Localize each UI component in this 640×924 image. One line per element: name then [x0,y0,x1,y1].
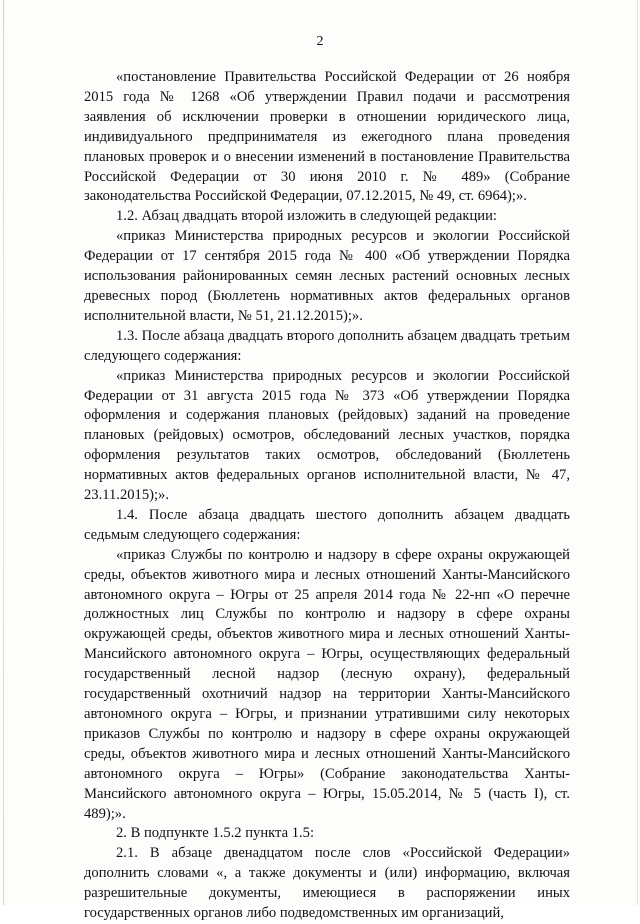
scan-edge-left [3,0,4,905]
scan-edge-right [637,0,638,905]
document-body [84,68,570,924]
page-number: 2 [316,34,324,49]
paragraph: «постановление Правительства Российской Федерации от 26 ноября 2015 года № 1268 «Об утверждении Правил подачи и рассмотрения заявления об исключении проверки в отношении юридического лица, индивидуального предпринимателя из ежегодного плана проведения плановых проверок и о внесении изменений в постановление Правительства Российской Федерации от 30 июня 2010 г. № 489» (Собрание законодательства Российской Федерации, 07.12.2015, № 49, ст. 6964);». [84,69,570,205]
paragraph: «приказ Министерства природных ресурсов и экологии Российской Федерации от 31 августа 2015 года № 373 «Об утверждении Порядка оформления и содержания плановых (рейдовых) заданий на проведение плановых (рейдовых) осмотров, обследований лесных участков, порядка оформления результатов таких осмотров, обследований (Бюллетень нормативных актов федеральных органов исполнительной власти, № 47, 23.11.2015);». [84,367,570,504]
paragraph: 2. В подпункте 1.5.2 пункта 1.5: [116,825,315,842]
paragraph: 1.3. После абзаца двадцать второго дополнить абзацем двадцать третьим следующего содержания: [84,327,570,364]
paragraph: «приказ Службы по контролю и надзору в сфере охраны окружающей среды, объектов животного мира и лесных отношений Ханты-Мансийского автономного округа – Югры от 25 апреля 2014 года № 22-нп «О перечне должностных лиц Службы по контролю и надзору в сфере охраны окружающей среды, объектов животного мира и лесных отношений Ханты-Мансийского автономного округа – Югры, осуществляющих федеральный государственный лесной надзор (лесную охрану), федеральный государственный охотничий надзор на территории Ханты-Мансийского автономного округа – Югры, и признании утратившими силу некоторых приказов Службы по контролю и надзору в сфере охраны окружающей среды, объектов животного мира и лесных отношений Ханты-Мансийского автономного округа – Югры» (Собрание законодательства Ханты-Мансийского автономного округа – Югры, 15.05.2014, № 5 (часть I), ст. 489);». [84,546,570,822]
paragraph: «приказ Министерства природных ресурсов и экологии Российской Федерации от 17 сентября 2015 года № 400 «Об утверждении Порядка использования районированных семян лесных растений основных лесных древесных пород (Бюллетень нормативных актов федеральных органов исполнительной власти, № 51, 21.12.2015);». [84,228,570,324]
paragraph: 1.2. Абзац двадцать второй изложить в следующей редакции: [116,208,497,225]
paragraph: 1.4. После абзаца двадцать шестого дополнить абзацем двадцать седьмым следующего содержания: [84,506,570,543]
paragraph: 2.1. В абзаце двенадцатом после слов «Российской Федерации» дополнить словами «, а также документы и (или) информацию, включая разрешительные документы, имеющиеся в распоряжении иных государственных органов либо подведомственных им организаций, [84,845,570,922]
